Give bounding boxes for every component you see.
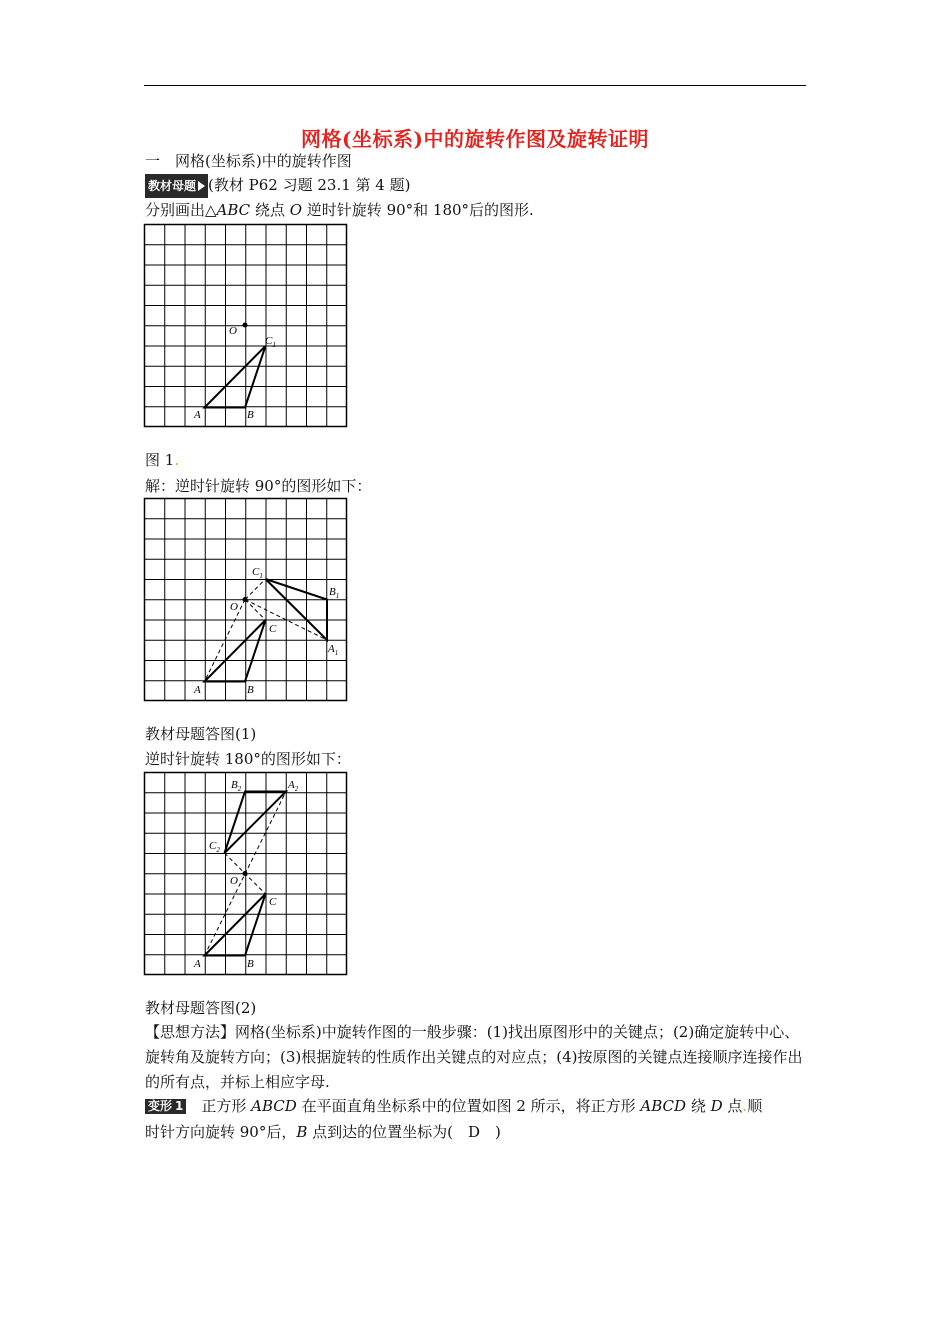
label-a: A — [194, 684, 201, 696]
figure-1 — [143, 223, 349, 433]
variant-tag: 变形 1 — [145, 1099, 186, 1114]
problem-text-2: 绕点 — [250, 201, 290, 219]
label-a: A — [194, 409, 201, 421]
textbook-tag — [145, 174, 208, 198]
triangle-abc — [205, 620, 266, 682]
label-o: O — [230, 875, 238, 887]
problem-statement — [145, 200, 534, 220]
label-b: B — [247, 684, 254, 696]
label-b2: $B_2$ — [231, 779, 242, 793]
header-rule — [144, 85, 806, 86]
label-c1: $C_1$ — [265, 335, 276, 349]
point-o — [243, 597, 248, 602]
figure-2-caption: 教材母题答图(1) — [145, 725, 257, 743]
label-o: O — [230, 601, 238, 613]
figure-3 — [143, 771, 349, 981]
label-a2: $A_2$ — [288, 779, 299, 793]
figure-3-caption: 教材母题答图(2) — [145, 999, 257, 1017]
point-o — [243, 323, 248, 328]
label-a1: $A_1$ — [328, 643, 339, 657]
figure-2-grid — [143, 497, 349, 703]
section-heading: 一 网格(坐标系)中的旋转作图 — [145, 152, 352, 170]
variant-line-1: 变形 1 正方形 ABCD 在平面直角坐标系中的位置如图 2 所示，将正方形 ABCD 绕 D 点.顺 — [145, 1096, 762, 1116]
label-c2: $C_2$ — [209, 840, 220, 854]
figure-1-grid — [143, 223, 349, 429]
play-triangle-icon — [198, 181, 205, 191]
point-o — [243, 871, 248, 876]
figure-1-caption: 图 1. — [145, 451, 180, 469]
problem-o: O — [289, 201, 303, 219]
variant-line-2: 时针方向旋转 90°后，B 点到达的位置坐标为( D ) — [145, 1123, 501, 1141]
triangle-abc — [205, 894, 266, 956]
label-c: C — [269, 623, 277, 635]
problem-text-1: 分别画出△ — [145, 201, 217, 219]
solution-intro: 解：逆时针旋转 90°的图形如下： — [145, 477, 372, 495]
page-title: 网格(坐标系)中的旋转作图及旋转证明 — [301, 127, 649, 151]
method-paragraph: 【思想方法】网格(坐标系)中旋转作图的一般步骤：(1)找出原图形中的关键点；(2)确定旋转中心、旋转角及旋转方向；(3)根据旋转的性质作出关键点的对应点；(4)按原图的关键点连接顺序连接作出的所有点，并标上相应字母. — [145, 1023, 803, 1091]
label-c1: $C_1$ — [252, 566, 263, 580]
problem-abc: ABC — [216, 201, 251, 219]
triangle-abc — [205, 346, 266, 408]
label-b1: $B_1$ — [329, 586, 340, 600]
label-a: A — [194, 958, 201, 970]
textbook-source: (教材 P62 习题 23.1 第 4 题) — [208, 176, 411, 194]
textbook-source-line — [145, 174, 410, 198]
problem-text-3: 逆时针旋转 90°和 180°后的图形. — [302, 201, 534, 219]
triangle-a2b2c2 — [225, 792, 287, 854]
figure-3-grid — [143, 771, 349, 977]
figure-2 — [143, 497, 349, 707]
label-b: B — [247, 958, 254, 970]
textbook-tag-label: 教材母题 — [148, 179, 197, 193]
label-c: C — [269, 896, 277, 908]
label-o: O — [229, 325, 237, 337]
label-b: B — [247, 409, 254, 421]
solution-180-text: 逆时针旋转 180°的图形如下： — [145, 750, 351, 768]
